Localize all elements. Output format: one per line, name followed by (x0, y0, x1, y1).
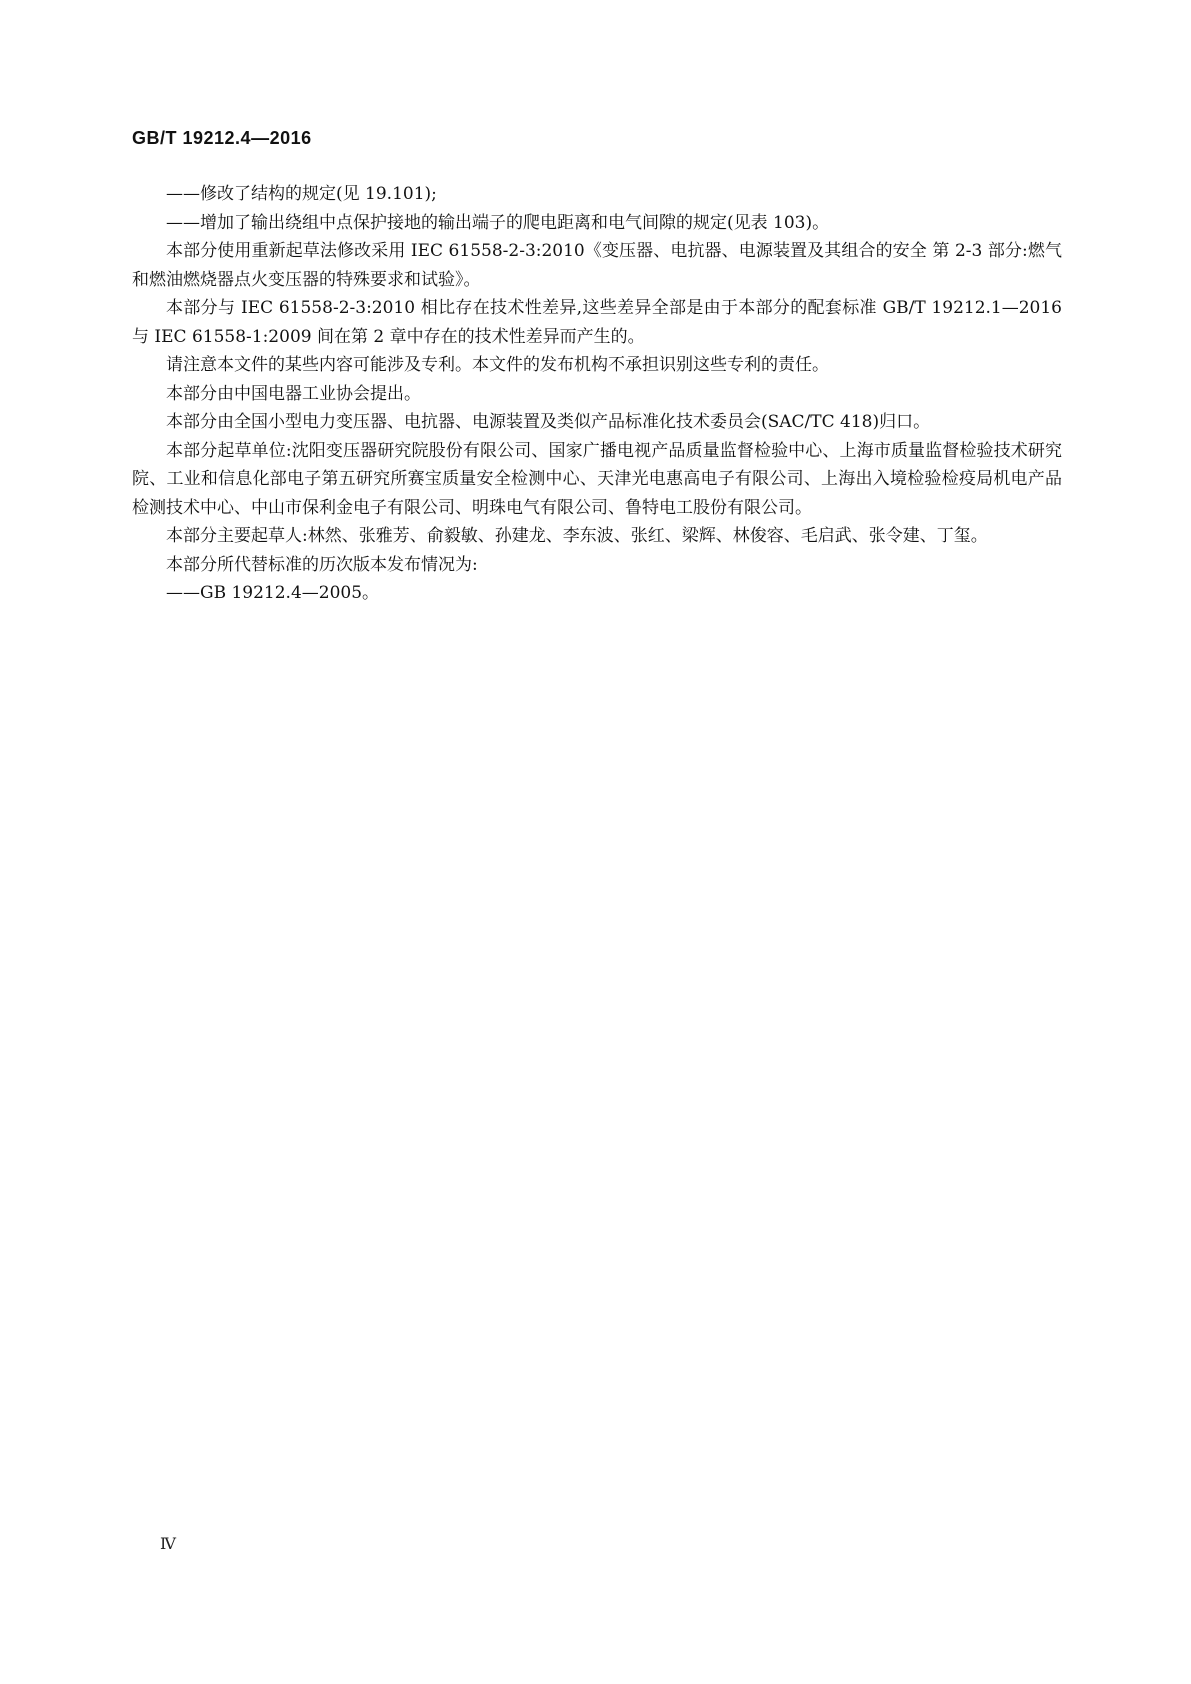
list-item: ——增加了输出绕组中点保护接地的输出端子的爬电距离和电气间隙的规定(见表 103)。 (166, 212, 830, 233)
paragraph-drafting-units: 本部分起草单位:沈阳变压器研究院股份有限公司、国家广播电视产品质量监督检验中心、上海市质量监督检验技术研究院、工业和信息化部电子第五研究所赛宝质量安全检测中心、天津光电惠高电子有限公司、上海出入境检验检疫局机电产品检测技术中心、中山市保利金电子有限公司、明珠电气有限公司、鲁特电工股份有限公司。 (132, 440, 1062, 518)
history-list-item: ——GB 19212.4—2005。 (166, 583, 380, 603)
paragraph-adoption: 本部分使用重新起草法修改采用 IEC 61558-2-3:2010《变压器、电抗器、电源装置及其组合的安全 第 2-3 部分:燃气和燃油燃烧器点火变压器的特殊要求和试验》。 (132, 241, 1062, 290)
paragraph-technical-differences: 本部分与 IEC 61558-2-3:2010 相比存在技术性差异,这些差异全部是由于本部分的配套标准 GB/T 19212.1—2016与 IEC 61558-1:2009 间在第 2 章中存在的技术性差异而产生的。 (132, 298, 1062, 347)
list-item: ——修改了结构的规定(见 19.101); (166, 184, 437, 204)
paragraph-centralized-by: 本部分由全国小型电力变压器、电抗器、电源装置及类似产品标准化技术委员会(SAC/TC 418)归口。 (166, 412, 931, 432)
paragraph-patent-notice: 请注意本文件的某些内容可能涉及专利。本文件的发布机构不承担识别这些专利的责任。 (166, 355, 829, 375)
standard-code-header: GB/T 19212.4—2016 (132, 128, 312, 148)
document-body (132, 180, 1062, 608)
paragraph-history-intro: 本部分所代替标准的历次版本发布情况为: (166, 554, 478, 575)
paragraph-proposed-by: 本部分由中国电器工业协会提出。 (166, 383, 421, 404)
page-number: Ⅳ (160, 1536, 176, 1553)
paragraph-drafters: 本部分主要起草人:林然、张雅芳、俞毅敏、孙建龙、李东波、张红、梁辉、林俊容、毛启武、张令建、丁玺。 (166, 526, 988, 546)
